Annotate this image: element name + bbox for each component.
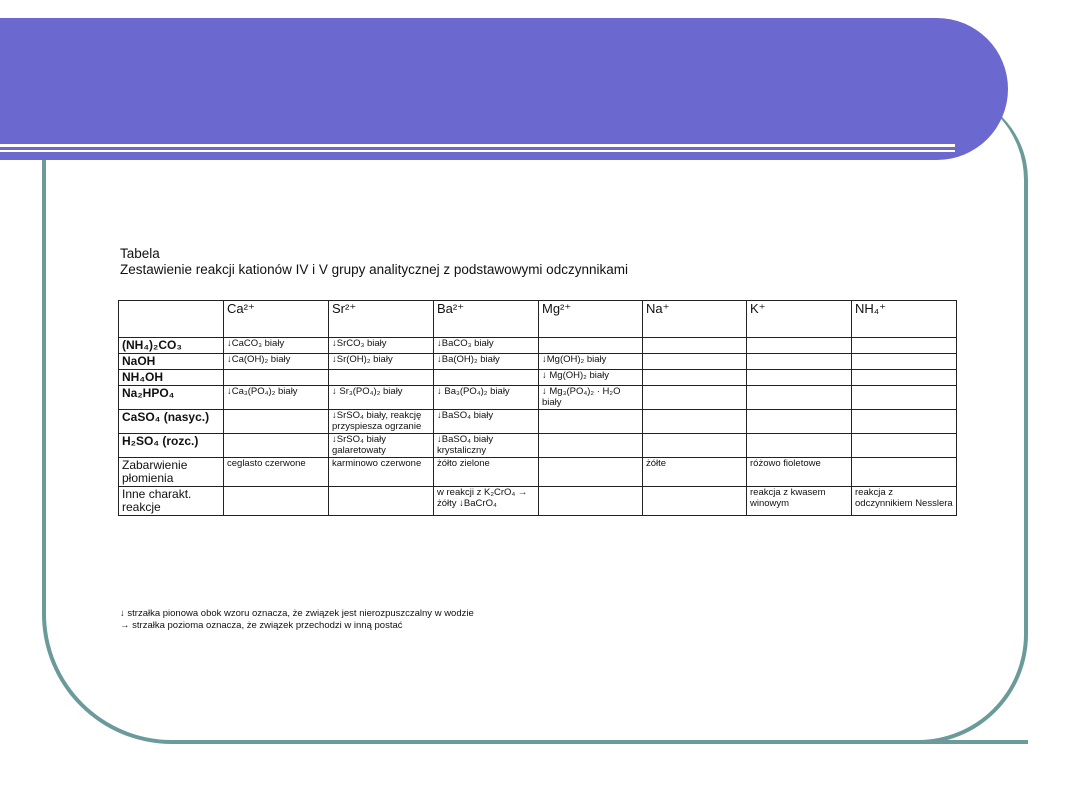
- table-cell: [224, 370, 329, 386]
- table-cell: [539, 487, 643, 516]
- header-cell: Sr²⁺: [329, 301, 434, 338]
- table-cell: ceglasto czerwone: [224, 458, 329, 487]
- legend-line-2: → strzałka pozioma oznacza, że związek przechodzi w inną postać: [120, 620, 403, 631]
- table-cell: [852, 410, 957, 434]
- table-cell: ↓ Mg₃(PO₄)₂ · H₂O biały: [539, 386, 643, 410]
- table-cell: ↓BaSO₄ biały: [434, 410, 539, 434]
- table-cell: ↓CaCO₃ biały: [224, 338, 329, 354]
- row-label: (NH₄)₂CO₃: [119, 338, 224, 354]
- legend: [120, 608, 474, 632]
- table-cell: [852, 386, 957, 410]
- table-cell: ↓ Ba₃(PO₄)₂ biały: [434, 386, 539, 410]
- header-cell: K⁺: [747, 301, 852, 338]
- banner-divider: [0, 144, 955, 147]
- table-cell: reakcja z kwasem winowym: [747, 487, 852, 516]
- table-cell: karminowo czerwone: [329, 458, 434, 487]
- table-cell: ↓SrCO₃ biały: [329, 338, 434, 354]
- table-cell: [747, 386, 852, 410]
- table-cell: żółte: [643, 458, 747, 487]
- table-cell: ↓ Mg(OH)₂ biały: [539, 370, 643, 386]
- table-cell: ↓BaCO₃ biały: [434, 338, 539, 354]
- table-cell: [852, 434, 957, 458]
- row-label: Inne charakt. reakcje: [119, 487, 224, 516]
- legend-line-1: ↓ strzałka pionowa obok wzoru oznacza, że związek jest nierozpuszczalny w wodzie: [120, 608, 474, 619]
- table-row: [119, 338, 957, 354]
- row-label: CaSO₄ (nasyc.): [119, 410, 224, 434]
- table-cell: [747, 354, 852, 370]
- table-cell: różowo fioletowe: [747, 458, 852, 487]
- table-cell: [747, 370, 852, 386]
- table-cell: [329, 487, 434, 516]
- header-cell: Ca²⁺: [224, 301, 329, 338]
- table-cell: [852, 458, 957, 487]
- table-cell: żółto zielone: [434, 458, 539, 487]
- table-row: [119, 410, 957, 434]
- table-cell: ↓SrSO₄ biały, reakcję przyspiesza ogrzanie: [329, 410, 434, 434]
- table-row: [119, 386, 957, 410]
- table-cell: [852, 338, 957, 354]
- table-row: [119, 487, 957, 516]
- row-label: H₂SO₄ (rozc.): [119, 434, 224, 458]
- table-cell: [643, 410, 747, 434]
- table-cell: [643, 354, 747, 370]
- banner-divider-thin: [0, 150, 955, 152]
- table-cell: ↓BaSO₄ biały krystaliczny: [434, 434, 539, 458]
- table-cell: ↓Ca₃(PO₄)₂ biały: [224, 386, 329, 410]
- row-label: NaOH: [119, 354, 224, 370]
- table-cell: [747, 410, 852, 434]
- table-row: [119, 458, 957, 487]
- header-cell: Ba²⁺: [434, 301, 539, 338]
- row-label: Zabarwienie płomienia: [119, 458, 224, 487]
- row-label: NH₄OH: [119, 370, 224, 386]
- heading-line-1: Tabela: [120, 246, 160, 261]
- table-cell: [224, 487, 329, 516]
- table-cell: [643, 386, 747, 410]
- table-row: [119, 354, 957, 370]
- table-cell: reakcja z odczynnikiem Nesslera: [852, 487, 957, 516]
- table-cell: ↓Mg(OH)₂ biały: [539, 354, 643, 370]
- row-label: Na₂HPO₄: [119, 386, 224, 410]
- table-cell: ↓SrSO₄ biały galaretowaty: [329, 434, 434, 458]
- table-cell: [643, 370, 747, 386]
- table-cell: [224, 434, 329, 458]
- table-row: [119, 370, 957, 386]
- header-cell: Na⁺: [643, 301, 747, 338]
- header-cell: NH₄⁺: [852, 301, 957, 338]
- table-cell: [643, 487, 747, 516]
- table-cell: [434, 370, 539, 386]
- table-cell: ↓Sr(OH)₂ biały: [329, 354, 434, 370]
- table-cell: ↓Ca(OH)₂ biały: [224, 354, 329, 370]
- heading-line-2: Zestawienie reakcji kationów IV i V grupy analitycznej z podstawowymi odczynnikami: [120, 262, 628, 277]
- title-banner: [0, 18, 1008, 160]
- table-cell: [539, 338, 643, 354]
- table-cell: [224, 410, 329, 434]
- table-heading: [120, 246, 628, 278]
- table-cell: [539, 458, 643, 487]
- table-cell: [643, 434, 747, 458]
- table-cell: [747, 434, 852, 458]
- table-row: [119, 434, 957, 458]
- table-cell: [852, 370, 957, 386]
- table-header-row: [119, 301, 957, 338]
- table-cell: [747, 338, 852, 354]
- table-cell: ↓ Sr₃(PO₄)₂ biały: [329, 386, 434, 410]
- table-cell: ↓Ba(OH)₂ biały: [434, 354, 539, 370]
- table-cell: [852, 354, 957, 370]
- table-cell: [329, 370, 434, 386]
- table-cell: [539, 410, 643, 434]
- reactions-table: [118, 300, 957, 516]
- table-cell: w reakcji z K₂CrO₄ → żółty ↓BaCrO₄: [434, 487, 539, 516]
- header-cell: Mg²⁺: [539, 301, 643, 338]
- header-cell: [119, 301, 224, 338]
- table-cell: [643, 338, 747, 354]
- table-cell: [539, 434, 643, 458]
